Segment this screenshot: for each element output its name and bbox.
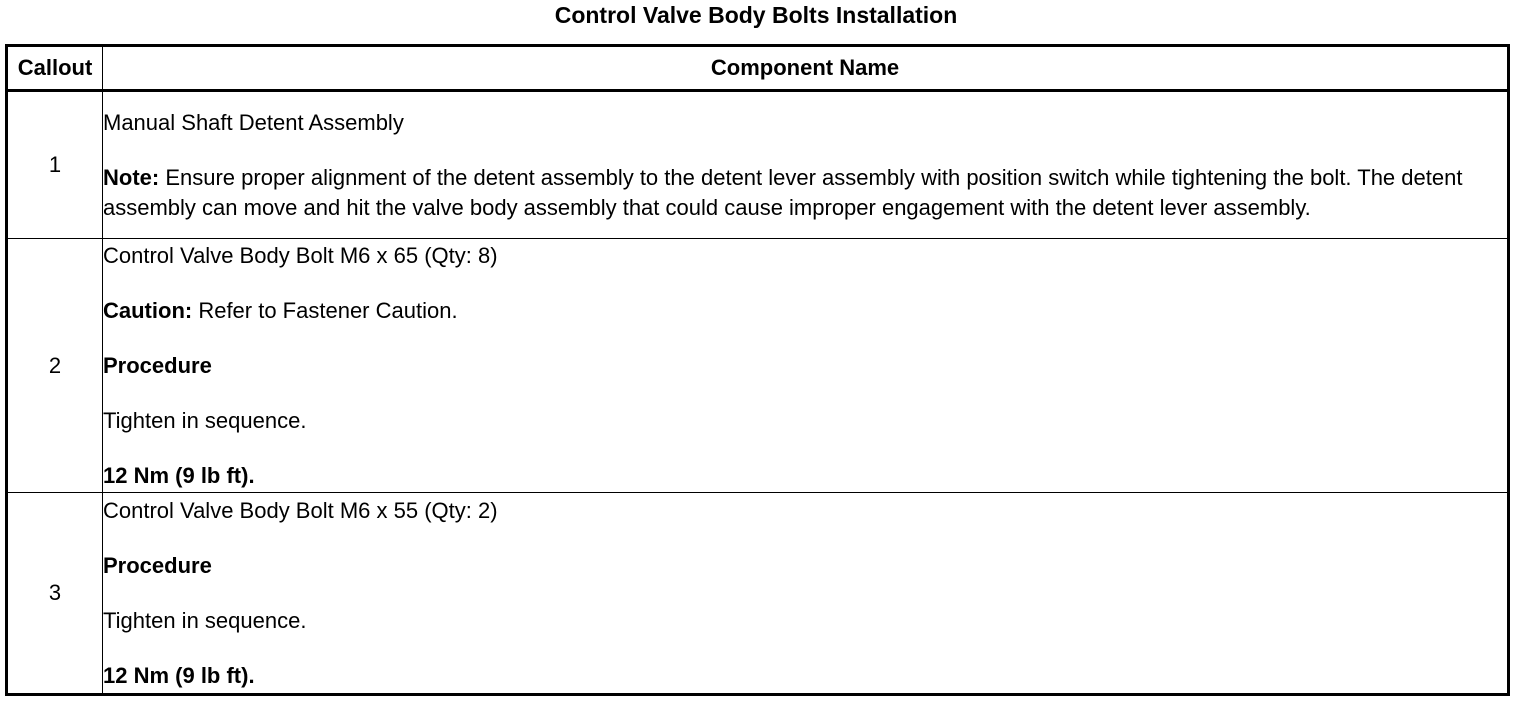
document-title: Control Valve Body Bolts Installation xyxy=(554,2,958,28)
procedure-text: Tighten in sequence. xyxy=(103,407,307,433)
torque-spec: 12 Nm (9 lb ft). xyxy=(103,462,255,488)
component-cell xyxy=(103,493,1509,695)
table-row xyxy=(7,493,1509,695)
callout-number: 2 xyxy=(7,239,103,493)
torque-spec: 12 Nm (9 lb ft). xyxy=(103,662,255,688)
table-row xyxy=(7,91,1509,239)
header-callout: Callout xyxy=(7,46,103,91)
callout-number: 1 xyxy=(7,91,103,239)
note-paragraph xyxy=(103,163,1507,223)
procedure-heading: Procedure xyxy=(103,352,212,378)
table-header-row xyxy=(7,46,1509,91)
component-cell xyxy=(103,91,1509,239)
note-text: Ensure proper alignment of the detent assembly to the detent lever assembly with position switch while tightening the bolt. The detent assembly can move and hit the valve body assembly that could cause improper engagement with the detent lever assembly. xyxy=(103,164,1463,220)
procedure-text: Tighten in sequence. xyxy=(103,607,307,633)
component-cell xyxy=(103,239,1509,493)
callout-table xyxy=(5,44,1510,696)
procedure-heading: Procedure xyxy=(103,552,212,578)
component-name: Control Valve Body Bolt M6 x 55 (Qty: 2) xyxy=(103,497,498,523)
caution-text: Refer to Fastener Caution. xyxy=(192,297,458,323)
header-component-name: Component Name xyxy=(103,46,1509,91)
component-name: Manual Shaft Detent Assembly xyxy=(103,109,404,135)
caution-label: Caution: xyxy=(103,297,193,323)
note-label: Note: xyxy=(103,164,160,190)
callout-number: 3 xyxy=(7,493,103,695)
component-name: Control Valve Body Bolt M6 x 65 (Qty: 8) xyxy=(103,242,498,268)
caution-paragraph xyxy=(103,296,1507,326)
table-row xyxy=(7,239,1509,493)
